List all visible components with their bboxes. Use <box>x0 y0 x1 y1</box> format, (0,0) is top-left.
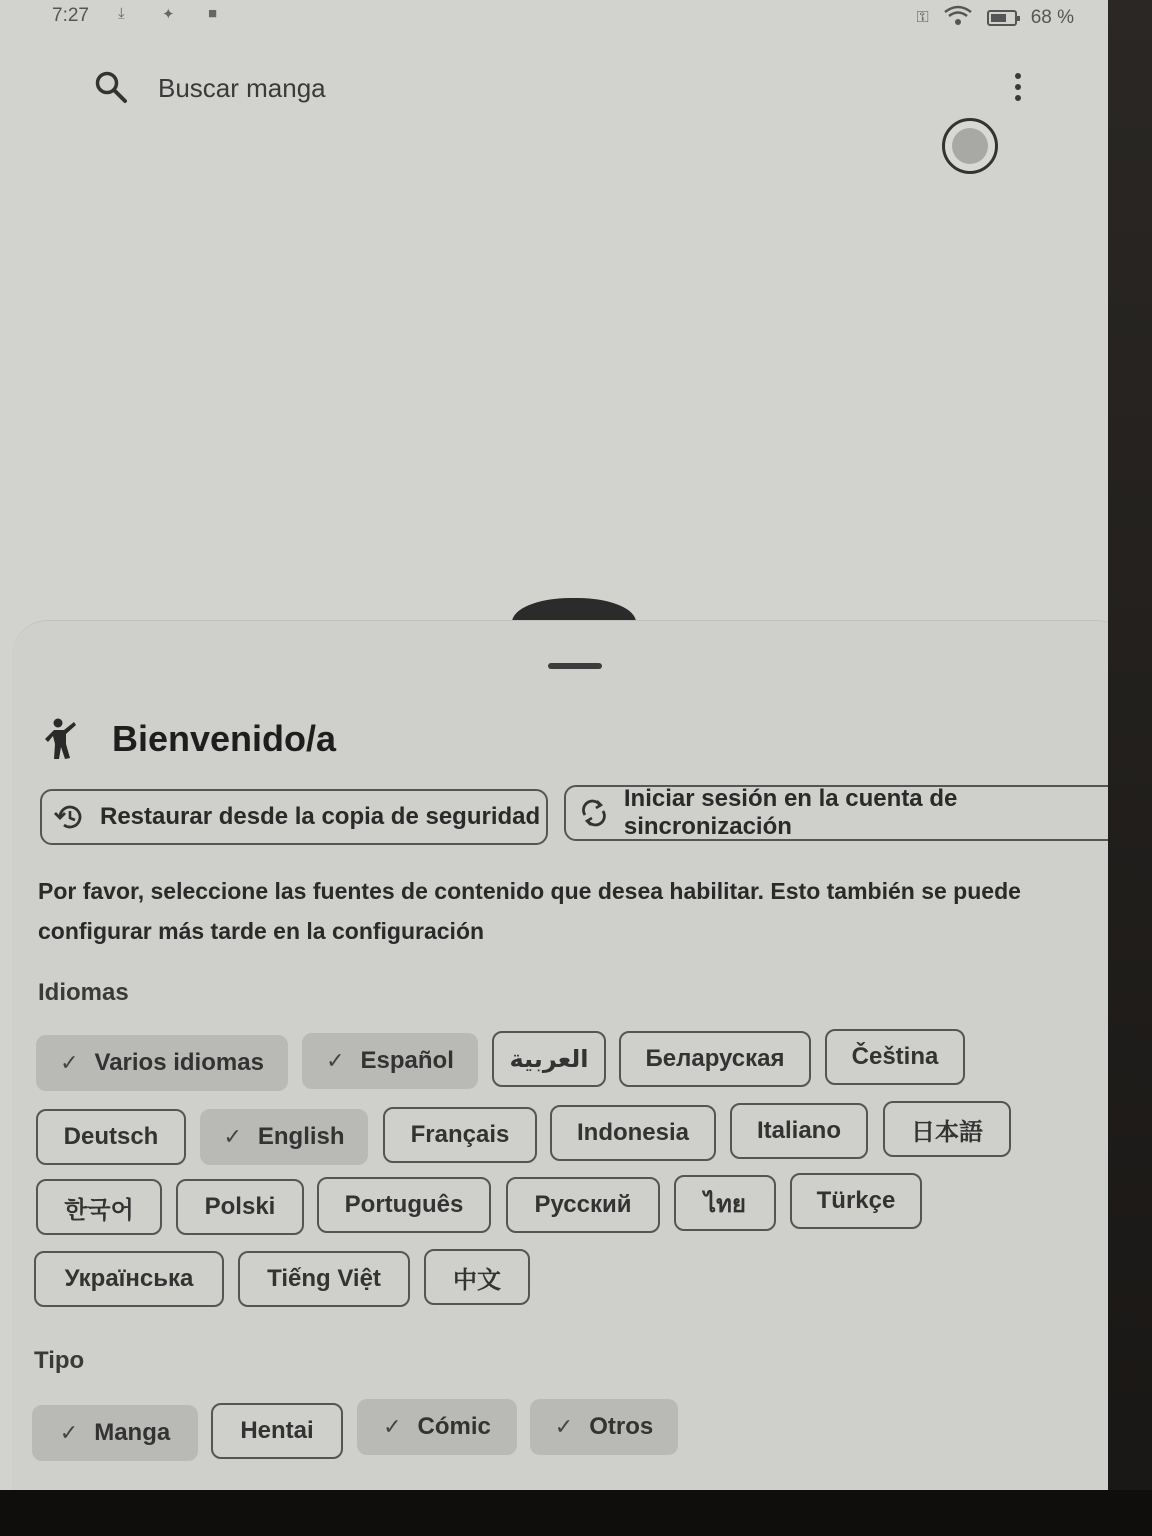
language-chip[interactable] <box>619 1031 811 1087</box>
language-chip-label: Čeština <box>851 1043 939 1070</box>
language-chip[interactable] <box>317 1177 491 1233</box>
check-icon: ✓ <box>554 1414 574 1439</box>
language-chip-label: Беларуская <box>645 1045 785 1072</box>
sources-description: Por favor, seleccione las fuentes de contenido que desea habilitar. Esto también se puede configurar más tarde en la configuración <box>38 878 1021 944</box>
language-chip-label: Tiếng Việt <box>267 1265 381 1292</box>
sync-icon <box>578 797 610 829</box>
notification-icon: ✦ <box>162 6 175 23</box>
type-chip-label: Cómic <box>417 1413 491 1440</box>
overflow-menu-icon[interactable] <box>1008 70 1028 106</box>
type-chip[interactable] <box>211 1403 343 1459</box>
key-icon: ⚿ <box>916 9 929 26</box>
search-bar[interactable] <box>88 64 1048 114</box>
language-chip[interactable] <box>34 1251 224 1307</box>
language-chip-label: Español <box>360 1047 454 1074</box>
device-frame-right <box>1108 0 1152 1536</box>
type-label: Tipo <box>34 1347 85 1374</box>
language-chip-label: Português <box>344 1191 464 1218</box>
language-chip-label: 中文 <box>453 1266 501 1294</box>
language-chip[interactable] <box>674 1175 776 1231</box>
status-bar <box>0 0 1108 34</box>
restore-backup-label: Restaurar desde la copia de seguridad <box>100 803 541 830</box>
download-icon: ⤓ <box>118 5 125 22</box>
language-chip[interactable] <box>790 1173 922 1229</box>
type-chip-label: Manga <box>94 1419 171 1446</box>
language-chip[interactable] <box>36 1179 162 1235</box>
language-chip[interactable] <box>730 1103 868 1159</box>
check-icon: ✓ <box>59 1420 79 1445</box>
language-chip[interactable] <box>383 1107 537 1163</box>
sync-login-label: Iniciar sesión en la cuenta de sincronización <box>623 785 958 840</box>
language-chip-label: 한국어 <box>64 1196 134 1224</box>
device-frame-bottom <box>0 1490 1152 1536</box>
language-chip[interactable] <box>176 1179 304 1235</box>
onboarding-bottom-sheet <box>12 620 1132 1490</box>
language-chip-label: English <box>257 1123 345 1150</box>
language-chip-label: Français <box>410 1121 510 1148</box>
battery-icon <box>987 10 1017 26</box>
app-notification-icon: ■ <box>208 5 218 22</box>
floating-record-button[interactable] <box>942 118 998 174</box>
language-chip-label: Indonesia <box>576 1119 690 1146</box>
check-icon: ✓ <box>383 1414 402 1439</box>
welcome-title: Bienvenido/a <box>112 718 337 759</box>
language-chip-label: Українська <box>64 1265 194 1292</box>
wifi-icon <box>943 4 973 32</box>
language-chip[interactable] <box>200 1109 368 1165</box>
battery-percent: 68 % <box>1030 7 1074 28</box>
check-icon: ✓ <box>326 1048 345 1073</box>
language-chip[interactable] <box>36 1109 186 1165</box>
language-chip-label: Varios idiomas <box>94 1049 264 1076</box>
language-chip[interactable] <box>492 1031 606 1087</box>
check-icon: ✓ <box>223 1124 242 1149</box>
restore-icon <box>54 801 86 833</box>
type-chip-label: Hentai <box>240 1417 314 1444</box>
welcome-header <box>44 715 336 763</box>
check-icon: ✓ <box>60 1050 79 1075</box>
status-right <box>917 4 1075 32</box>
language-chip[interactable] <box>883 1101 1011 1157</box>
drag-handle[interactable] <box>548 663 602 669</box>
language-chip[interactable] <box>424 1249 530 1305</box>
language-chip-label: Deutsch <box>63 1123 159 1150</box>
sync-login-button[interactable] <box>564 785 1132 841</box>
restore-backup-button[interactable] <box>40 789 548 845</box>
language-chip-label: Türkçe <box>816 1187 896 1214</box>
language-chip-label: Italiano <box>756 1117 841 1144</box>
language-chip-label: العربية <box>509 1045 589 1073</box>
waving-person-icon <box>44 718 80 760</box>
status-time: 7:27 <box>52 5 89 26</box>
language-chip-label: Polski <box>204 1193 276 1220</box>
language-chip[interactable] <box>238 1251 410 1307</box>
type-chip[interactable] <box>32 1405 198 1461</box>
language-chip[interactable] <box>36 1035 288 1091</box>
language-chip[interactable] <box>506 1177 660 1233</box>
language-chip[interactable] <box>825 1029 965 1085</box>
search-icon[interactable] <box>94 70 128 104</box>
language-chip-label: ไทย <box>704 1190 746 1218</box>
language-chip[interactable] <box>302 1033 478 1089</box>
type-chip[interactable] <box>357 1399 517 1455</box>
language-chip-label: 日本語 <box>911 1118 983 1146</box>
search-input[interactable]: Buscar manga <box>158 73 326 103</box>
type-chip-label: Otros <box>589 1413 654 1440</box>
type-chip[interactable] <box>530 1399 678 1455</box>
languages-label: Idiomas <box>38 979 129 1006</box>
language-chip[interactable] <box>550 1105 716 1161</box>
language-chip-label: Русский <box>534 1191 632 1218</box>
